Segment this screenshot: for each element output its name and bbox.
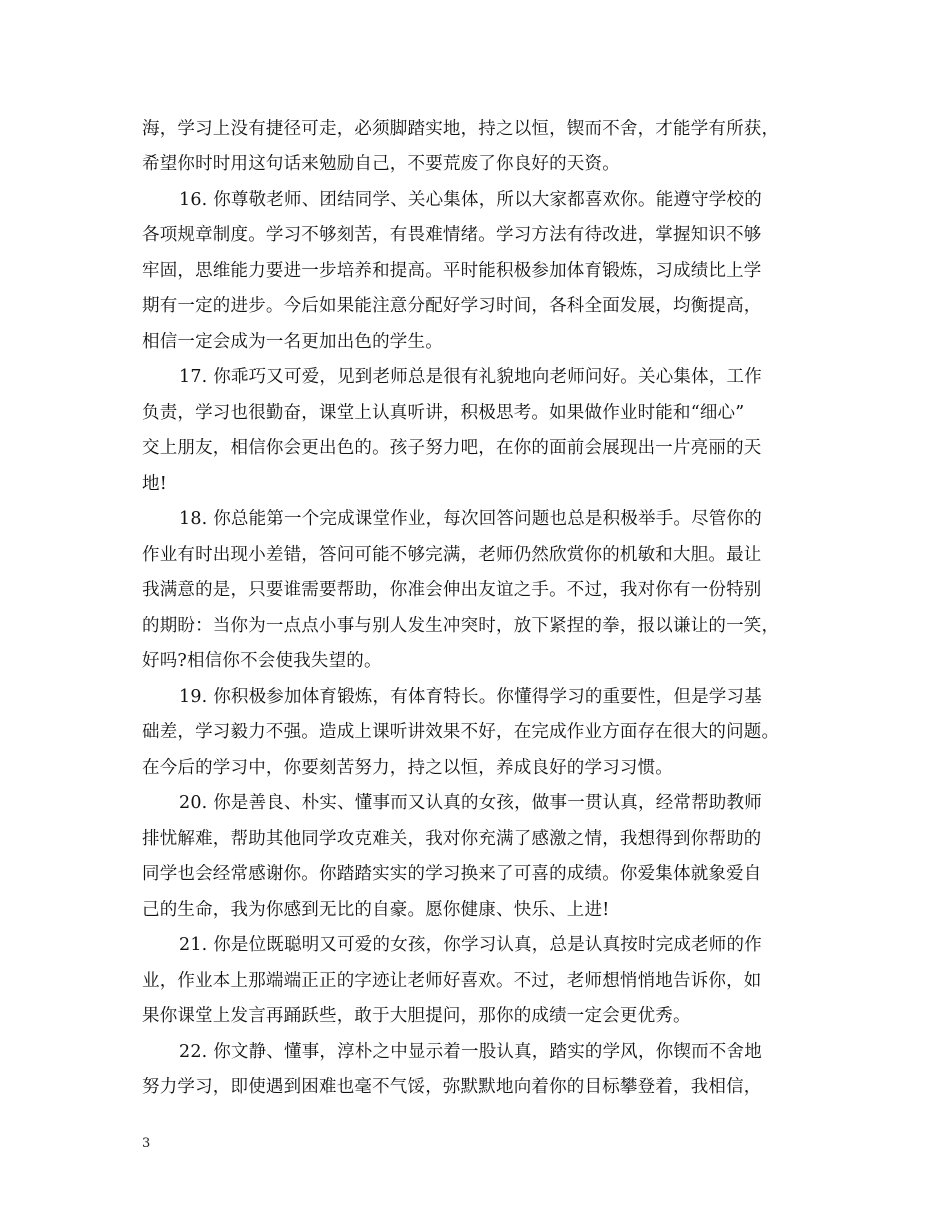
- text-line: 希望你时时用这句话来勉励自己，不要荒废了你良好的天资。: [142, 154, 620, 174]
- paragraph-18-start: 18. 你总能第一个完成课堂作业，每次回答问题也总是积极举手。尽管你的: [179, 509, 762, 529]
- text-line: 础差，学习毅力不强。造成上课听讲效果不好，在完成作业方面存在很大的问题。: [142, 722, 780, 742]
- text-line: 业，作业本上那端端正正的字迹让老师好喜欢。不过，老师想悄悄地告诉你，如: [142, 971, 762, 991]
- text-line: 负责，学习也很勤奋，课堂上认真听讲，积极思考。如果做作业时能和“细心”: [142, 403, 745, 423]
- paragraph-19-start: 19. 你积极参加体育锻炼，有体育特长。你懂得学习的重要性，但是学习基: [179, 687, 762, 707]
- paragraph-17-start: 17. 你乖巧又可爱，见到老师总是很有礼貌地向老师问好。关心集体，工作: [179, 367, 762, 387]
- text-line: 各项规章制度。学习不够刻苦，有畏难情绪。学习方法有待改进，掌握知识不够: [142, 225, 762, 245]
- text-line: 在今后的学习中，你要刻苦努力，持之以恒，养成良好的学习习惯。: [142, 758, 673, 778]
- page-number: 3: [142, 1136, 151, 1151]
- text-line: 作业有时出现小差错，答问可能不够完满，老师仍然欣赏你的机敏和大胆。最让: [142, 545, 762, 565]
- text-line: 的期盼：当你为一点点小事与别人发生冲突时，放下紧捏的拳，报以谦让的一笑，: [142, 616, 780, 636]
- paragraph-16-start: 16. 你尊敬老师、团结同学、关心集体，所以大家都喜欢你。能遵守学校的: [179, 190, 762, 210]
- text-line: 果你课堂上发言再踊跃些，敢于大胆提问，那你的成绩一定会更优秀。: [142, 1006, 691, 1026]
- text-line: 同学也会经常感谢你。你踏踏实实的学习换来了可喜的成绩。你爱集体就象爱自: [142, 864, 762, 884]
- text-line: 牢固，思维能力要进一步培养和提高。平时能积极参加体育锻炼，习成绩比上学: [142, 261, 762, 281]
- text-line: 期有一定的进步。今后如果能注意分配好学习时间，各科全面发展，均衡提高，: [142, 296, 762, 316]
- text-line: 己的生命，我为你感到无比的自豪。愿你健康、快乐、上进!: [142, 900, 610, 920]
- text-line: 好吗?相信你不会使我失望的。: [142, 651, 382, 671]
- text-line: 相信一定会成为一名更加出色的学生。: [142, 332, 443, 352]
- text-line: 交上朋友，相信你会更出色的。孩子努力吧，在你的面前会展现出一片亮丽的天: [142, 438, 762, 458]
- text-line: 排忧解难，帮助其他同学攻克难关，我对你充满了感激之情，我想得到你帮助的: [142, 829, 762, 849]
- text-line: 海，学习上没有捷径可走，必须脚踏实地，持之以恒，锲而不舍，才能学有所获，: [142, 119, 780, 139]
- text-line: 努力学习，即使遇到困难也毫不气馁，弥默默地向着你的目标攀登着，我相信，: [142, 1077, 762, 1097]
- paragraph-22-start: 22. 你文静、懂事，淳朴之中显示着一股认真，踏实的学风，你锲而不舍地: [179, 1042, 762, 1062]
- paragraph-20-start: 20. 你是善良、朴实、懂事而又认真的女孩，做事一贯认真，经常帮助教师: [179, 793, 762, 813]
- text-line: 我满意的是，只要谁需要帮助，你准会伸出友谊之手。不过，我对你有一份特别: [142, 580, 762, 600]
- paragraph-21-start: 21. 你是位既聪明又可爱的女孩，你学习认真，总是认真按时完成老师的作: [179, 935, 762, 955]
- text-line: 地!: [142, 474, 167, 494]
